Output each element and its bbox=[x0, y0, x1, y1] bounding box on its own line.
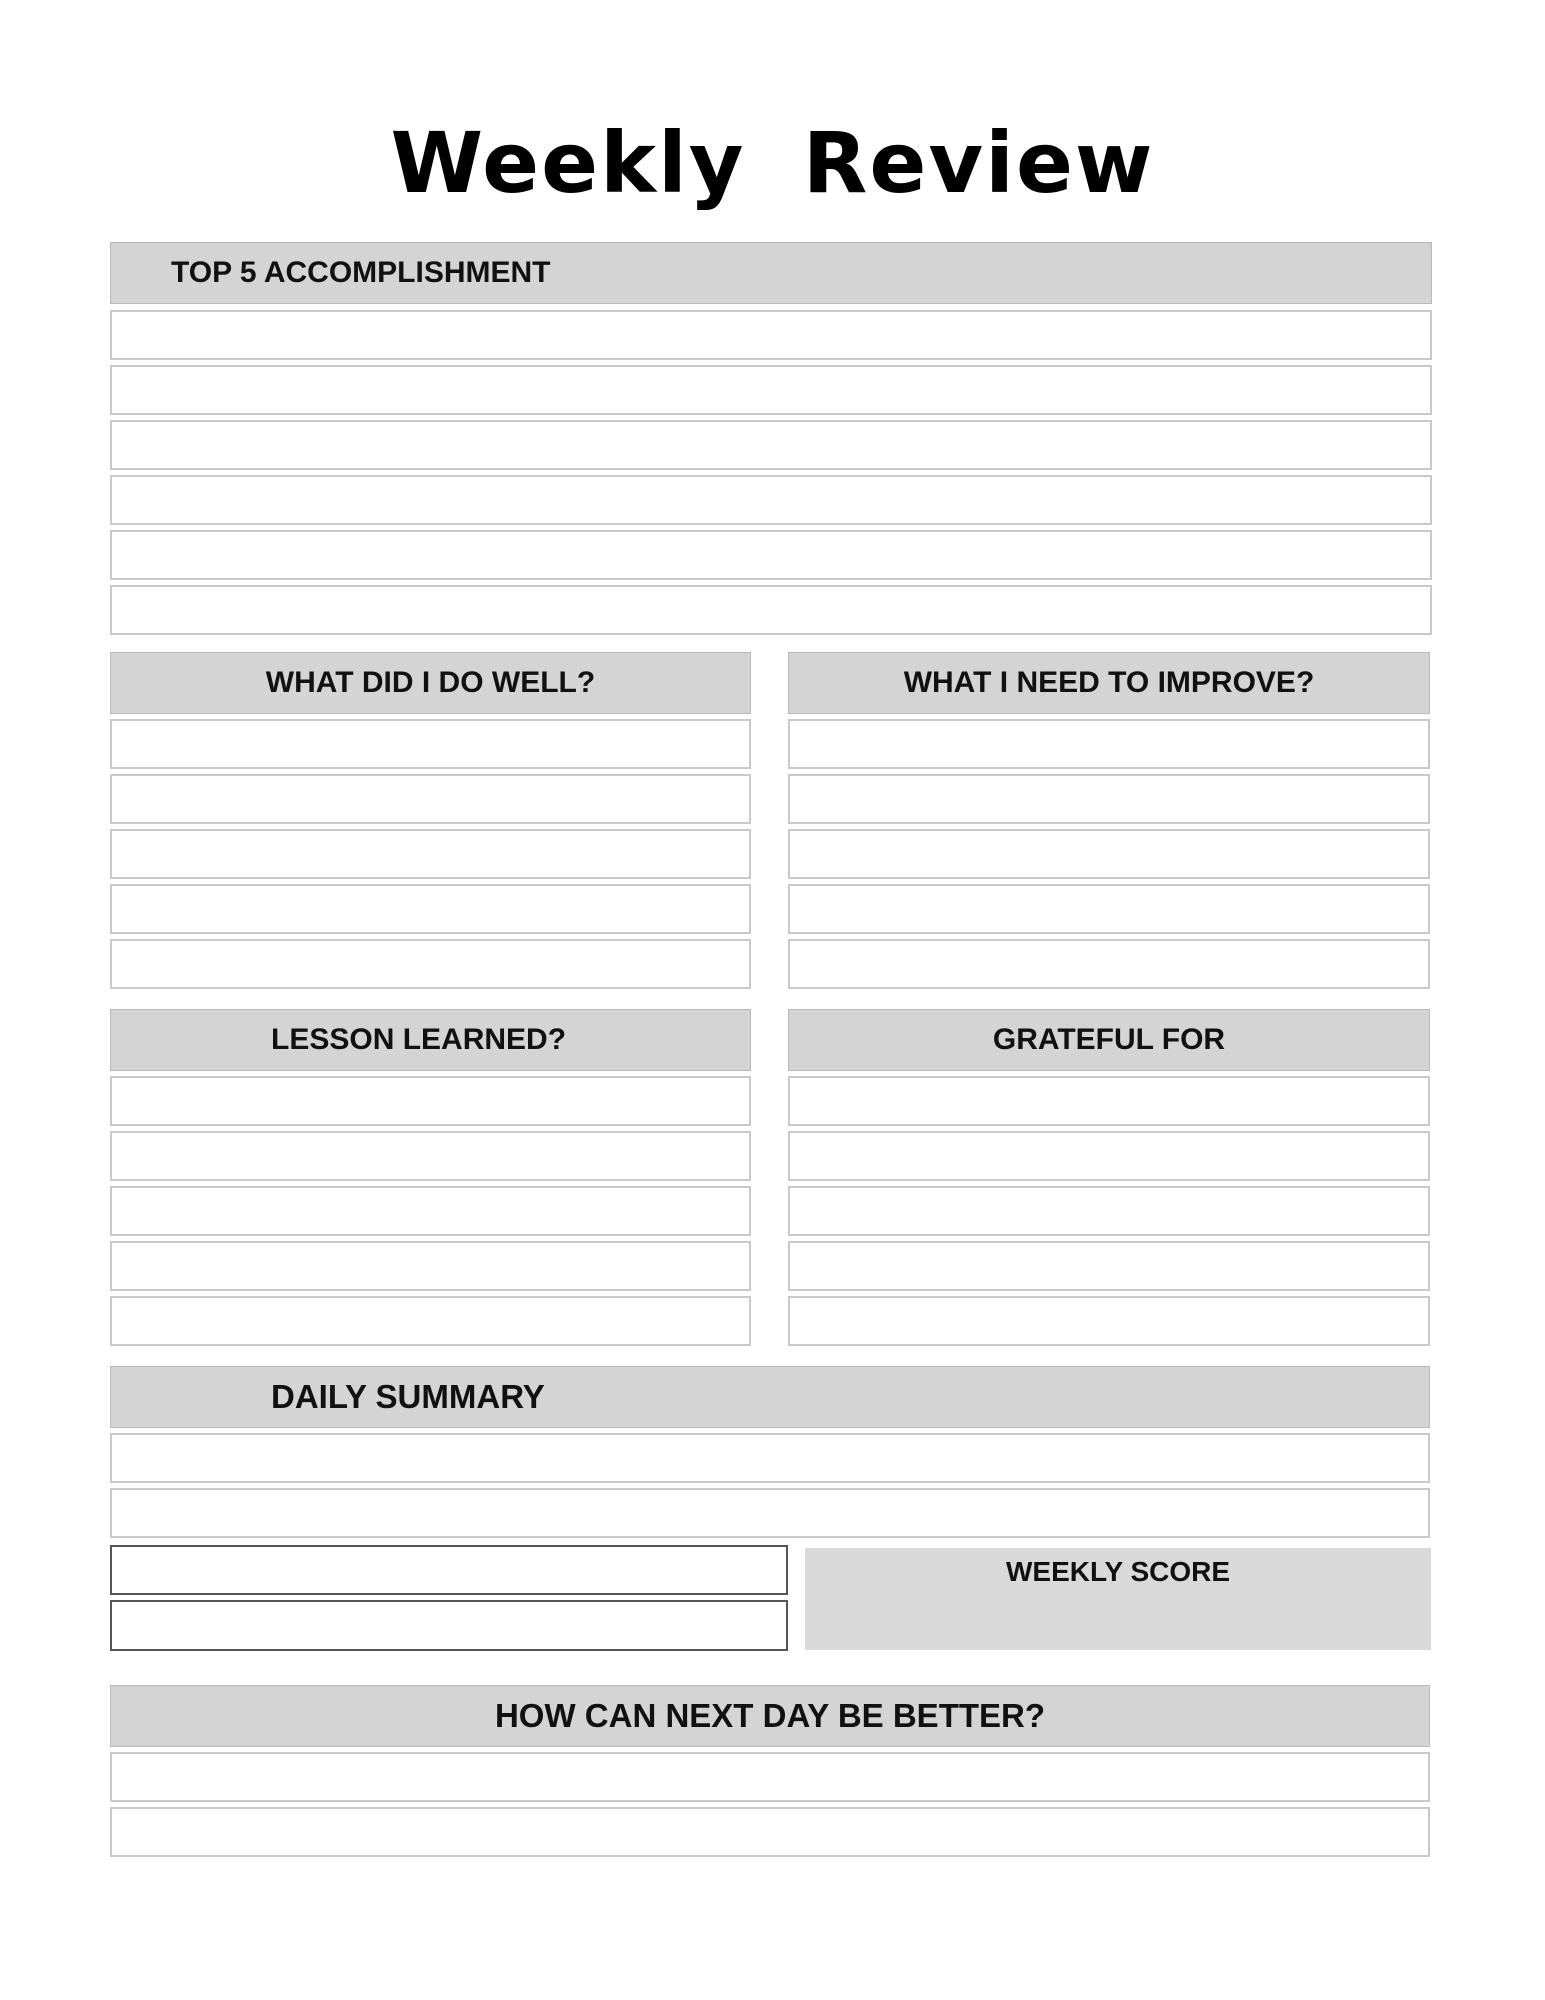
section-header-lesson bbox=[110, 1009, 751, 1071]
top5-line-1[interactable] bbox=[110, 310, 1432, 360]
daily-summary-line-1[interactable] bbox=[110, 1433, 1430, 1483]
did-well-line-1[interactable] bbox=[110, 719, 751, 769]
grateful-line-1[interactable] bbox=[788, 1076, 1430, 1126]
page-title: Weekly Review bbox=[390, 114, 1155, 212]
improve-line-5[interactable] bbox=[788, 939, 1430, 989]
section-header-improve bbox=[788, 652, 1430, 714]
section-label-daily-summary: DAILY SUMMARY bbox=[271, 1378, 545, 1415]
section-label-improve: WHAT I NEED TO IMPROVE? bbox=[903, 666, 1315, 699]
section-header-next-day bbox=[110, 1685, 1430, 1747]
lesson-line-5[interactable] bbox=[110, 1296, 751, 1346]
section-label-next-day: HOW CAN NEXT DAY BE BETTER? bbox=[494, 1697, 1046, 1734]
lesson-line-2[interactable] bbox=[110, 1131, 751, 1181]
top5-line-4[interactable] bbox=[110, 475, 1432, 525]
lesson-line-3[interactable] bbox=[110, 1186, 751, 1236]
did-well-line-2[interactable] bbox=[110, 774, 751, 824]
section-label-did-well: WHAT DID I DO WELL? bbox=[265, 666, 596, 699]
section-header-grateful bbox=[788, 1009, 1430, 1071]
top5-line-6[interactable] bbox=[110, 585, 1432, 635]
grateful-line-5[interactable] bbox=[788, 1296, 1430, 1346]
improve-line-1[interactable] bbox=[788, 719, 1430, 769]
section-header-did-well bbox=[110, 652, 751, 714]
lesson-line-1[interactable] bbox=[110, 1076, 751, 1126]
did-well-line-5[interactable] bbox=[110, 939, 751, 989]
top5-line-2[interactable] bbox=[110, 365, 1432, 415]
section-label-grateful: GRATEFUL FOR bbox=[992, 1023, 1226, 1056]
daily-summary-line-4[interactable] bbox=[110, 1600, 788, 1651]
section-header-daily-summary bbox=[110, 1366, 1430, 1428]
daily-summary-line-2[interactable] bbox=[110, 1488, 1430, 1538]
section-header-top5 bbox=[110, 242, 1432, 304]
did-well-line-3[interactable] bbox=[110, 829, 751, 879]
lesson-line-4[interactable] bbox=[110, 1241, 751, 1291]
improve-line-3[interactable] bbox=[788, 829, 1430, 879]
grateful-line-4[interactable] bbox=[788, 1241, 1430, 1291]
grateful-line-3[interactable] bbox=[788, 1186, 1430, 1236]
section-label-top5: TOP 5 ACCOMPLISHMENT bbox=[171, 256, 551, 289]
top5-line-5[interactable] bbox=[110, 530, 1432, 580]
improve-line-4[interactable] bbox=[788, 884, 1430, 934]
grateful-line-2[interactable] bbox=[788, 1131, 1430, 1181]
top5-line-3[interactable] bbox=[110, 420, 1432, 470]
did-well-line-4[interactable] bbox=[110, 884, 751, 934]
section-label-lesson: LESSON LEARNED? bbox=[271, 1023, 567, 1056]
daily-summary-line-3[interactable] bbox=[110, 1545, 788, 1595]
weekly-score-box[interactable] bbox=[805, 1548, 1431, 1650]
next-day-line-2[interactable] bbox=[110, 1807, 1430, 1857]
weekly-score-label: WEEKLY SCORE bbox=[1005, 1556, 1231, 1587]
next-day-line-1[interactable] bbox=[110, 1752, 1430, 1802]
improve-line-2[interactable] bbox=[788, 774, 1430, 824]
